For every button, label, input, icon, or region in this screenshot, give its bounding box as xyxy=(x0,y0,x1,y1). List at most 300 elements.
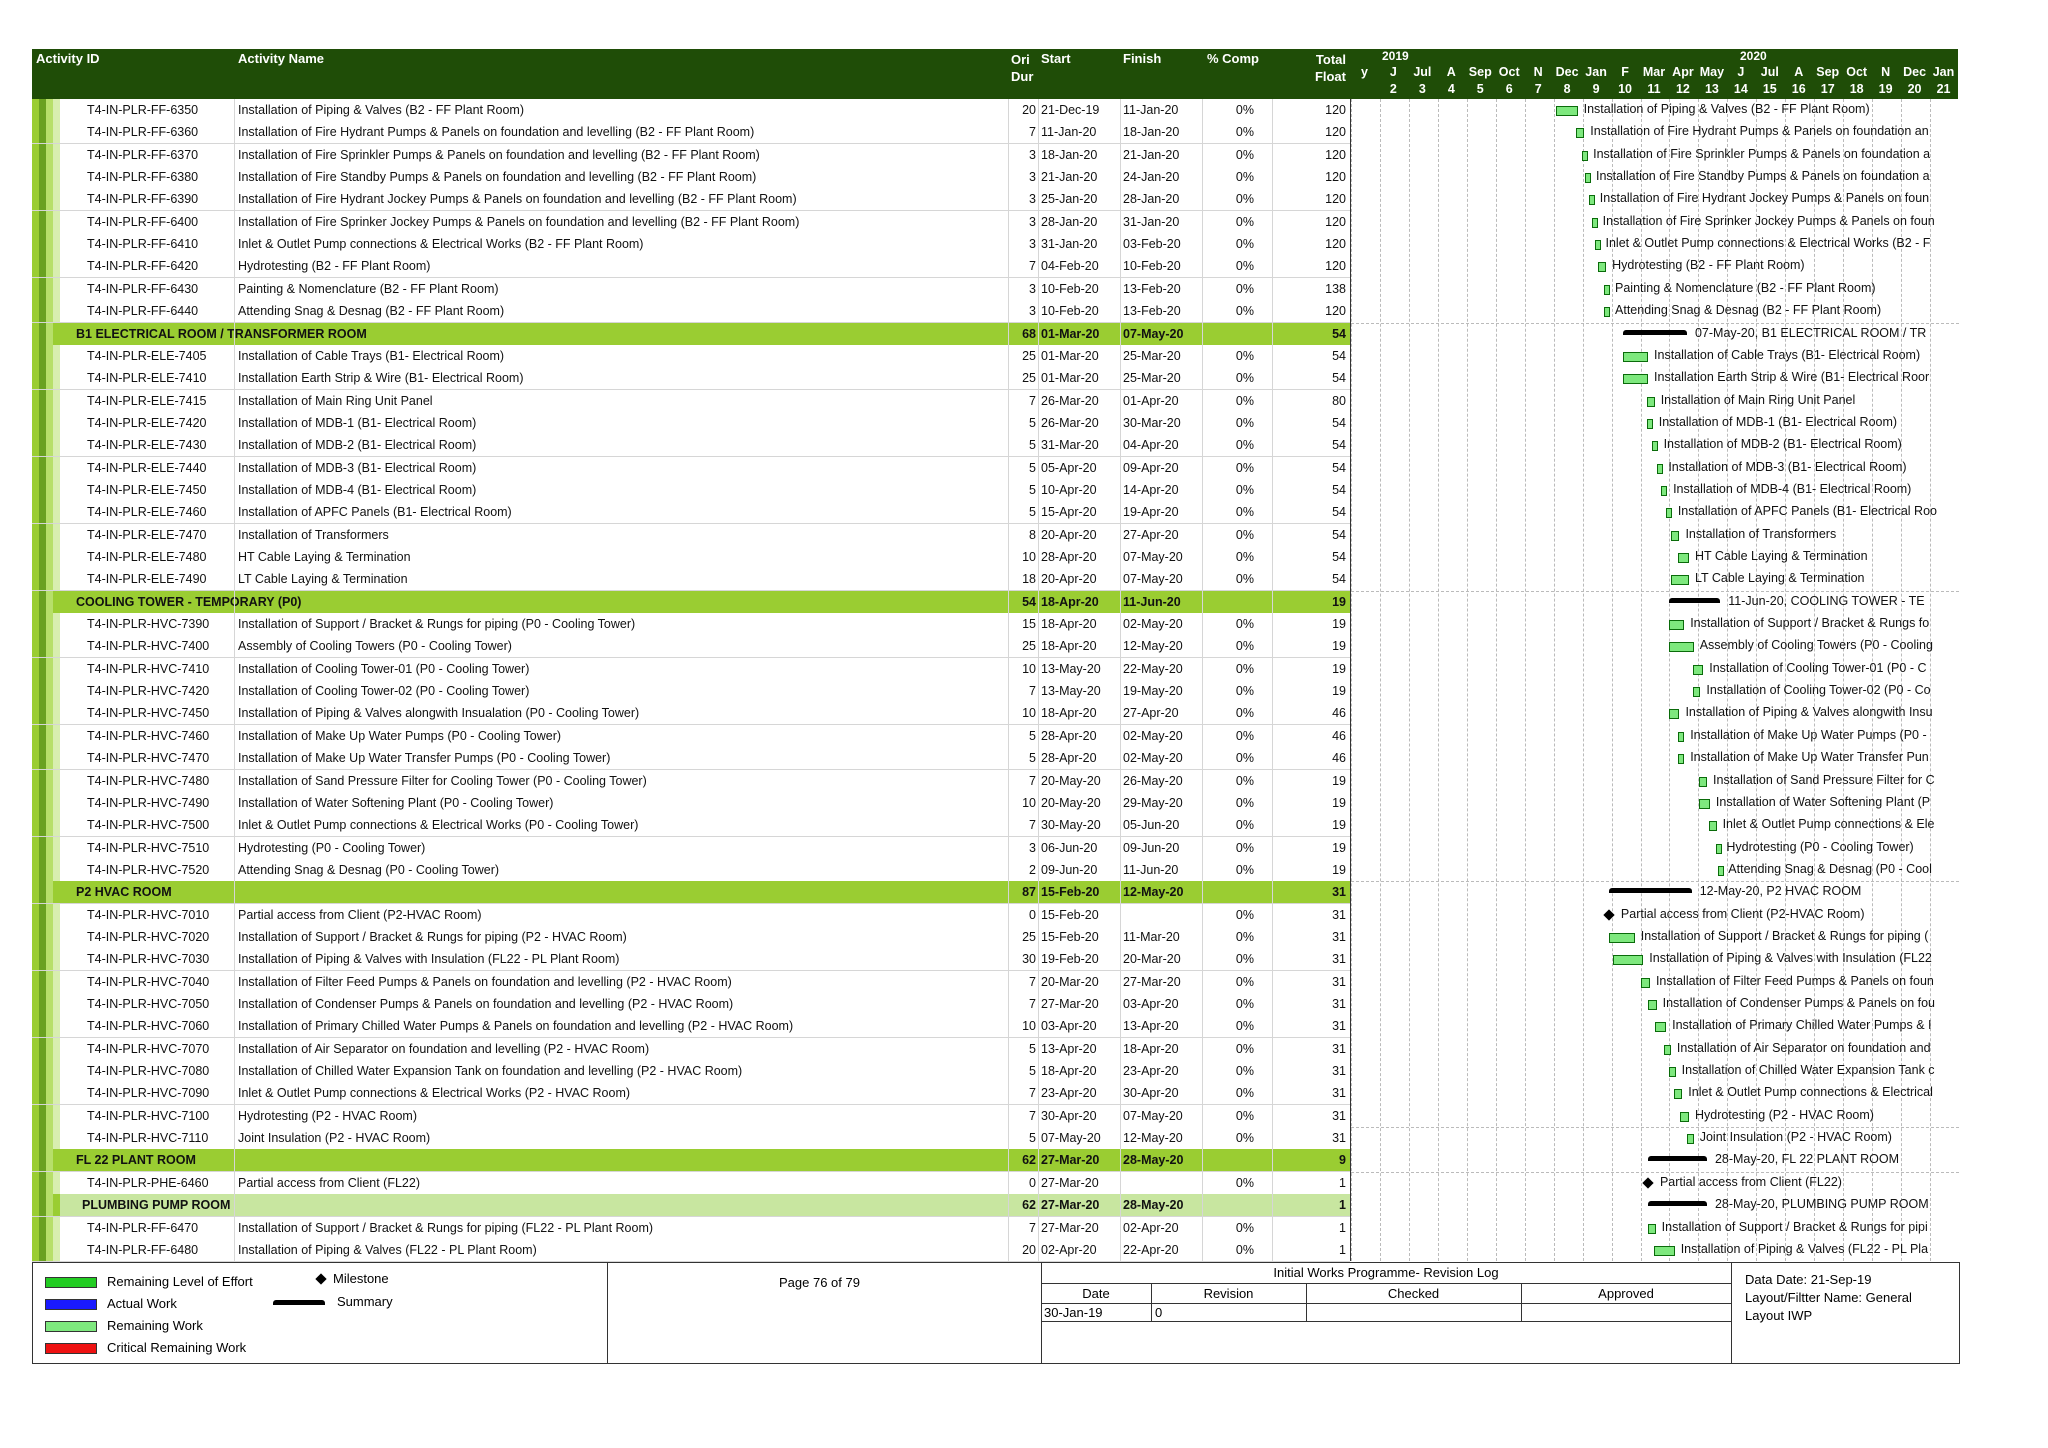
wbs-group-row[interactable] xyxy=(32,881,1350,904)
wbs-band xyxy=(32,367,60,389)
table-row[interactable] xyxy=(32,546,1350,569)
activity-id: T4-IN-PLR-FF-6420 xyxy=(87,259,199,274)
activity-name: Installation of Filter Feed Pumps & Panels on foundation and levelling (P2 - HVAC Room) xyxy=(238,974,732,989)
col-ori-dur[interactable]: Ori Dur xyxy=(1011,52,1034,84)
milestone-marker[interactable] xyxy=(1603,909,1614,920)
finish-date: 10-Feb-20 xyxy=(1123,259,1181,274)
table-row[interactable] xyxy=(32,1239,1350,1262)
activity-id: T4-IN-PLR-FF-6400 xyxy=(87,214,199,229)
activity-bar[interactable] xyxy=(1669,620,1684,630)
wbs-group-row[interactable] xyxy=(32,323,1350,346)
wbs-band xyxy=(32,837,60,859)
summary-bar[interactable] xyxy=(1648,1201,1707,1206)
wbs-band xyxy=(32,702,60,724)
month-label: May xyxy=(1699,65,1725,79)
month-label: Jul xyxy=(1760,65,1779,79)
start-date: 20-May-20 xyxy=(1041,795,1101,810)
finish-date: 11-Jun-20 xyxy=(1123,862,1179,877)
original-duration: 62 xyxy=(1022,1198,1036,1213)
pct-complete: 0% xyxy=(1235,415,1254,430)
activity-bar[interactable] xyxy=(1592,218,1598,228)
period-label: 20 xyxy=(1907,82,1922,96)
activity-bar[interactable] xyxy=(1623,374,1648,384)
table-row[interactable] xyxy=(32,837,1350,860)
total-float: 54 xyxy=(1332,438,1346,453)
activity-name: Installation of Piping & Valves with Insulation (FL22 - PL Plant Room) xyxy=(238,952,620,967)
start-date: 04-Feb-20 xyxy=(1041,259,1099,274)
activity-bar[interactable] xyxy=(1680,1112,1689,1122)
start-date: 15-Apr-20 xyxy=(1041,505,1097,520)
activity-bar[interactable] xyxy=(1669,642,1694,652)
pct-complete: 0% xyxy=(1235,1064,1254,1079)
pct-complete: 0% xyxy=(1235,1086,1254,1101)
activity-name: Installation of Fire Hydrant Jockey Pumps & Panels on foundation and levelling (B2 - FF Plant Room) xyxy=(238,192,797,207)
table-row[interactable] xyxy=(32,457,1350,480)
wbs-band xyxy=(32,747,60,769)
wbs-band xyxy=(32,479,60,501)
table-row[interactable] xyxy=(32,99,1350,122)
legend-item xyxy=(45,1271,253,1293)
month-label: N xyxy=(1533,65,1543,79)
activity-id: T4-IN-PLR-FF-6430 xyxy=(87,281,199,296)
table-row[interactable] xyxy=(32,770,1350,793)
gantt-gridline xyxy=(1496,99,1497,1261)
finish-date: 27-Mar-20 xyxy=(1123,974,1181,989)
start-date: 20-Mar-20 xyxy=(1041,974,1099,989)
total-float: 120 xyxy=(1325,103,1346,117)
pct-complete: 0% xyxy=(1235,1108,1254,1123)
wbs-band xyxy=(32,233,60,255)
bar-label: Hydrotesting (P0 - Cooling Tower) xyxy=(1726,839,1914,854)
bar-label: Installation of Sand Pressure Filter for C xyxy=(1713,772,1935,787)
original-duration: 25 xyxy=(1022,639,1036,654)
table-row[interactable] xyxy=(32,367,1350,390)
table-row[interactable] xyxy=(32,390,1350,413)
total-float: 54 xyxy=(1332,460,1346,475)
wbs-band xyxy=(32,144,60,166)
period-label: 19 xyxy=(1878,82,1893,96)
table-row[interactable] xyxy=(32,1015,1350,1038)
activity-bar[interactable] xyxy=(1693,687,1701,697)
activity-bar[interactable] xyxy=(1648,1000,1657,1010)
original-duration: 7 xyxy=(1029,997,1036,1011)
activity-bar[interactable] xyxy=(1585,173,1591,183)
activity-bar[interactable] xyxy=(1613,955,1644,965)
gantt-gridline xyxy=(1409,99,1410,1261)
activity-bar[interactable] xyxy=(1669,709,1680,719)
table-row[interactable] xyxy=(32,524,1350,547)
activity-bar[interactable] xyxy=(1576,128,1585,138)
activity-bar[interactable] xyxy=(1664,1045,1671,1055)
bar-label: Installation of Cable Trays (B1- Electrical Room) xyxy=(1654,347,1921,362)
legend-swatch xyxy=(45,1277,97,1288)
table-row[interactable] xyxy=(32,166,1350,189)
bar-label: Installation of Support / Bracket & Rungs for piping ( xyxy=(1640,928,1929,943)
finish-date: 02-May-20 xyxy=(1123,728,1183,743)
start-date: 27-Mar-20 xyxy=(1041,1220,1099,1235)
table-row[interactable] xyxy=(32,658,1350,681)
original-duration: 7 xyxy=(1029,684,1036,699)
pct-complete: 0% xyxy=(1235,304,1254,319)
period-label: 18 xyxy=(1849,82,1864,96)
table-row[interactable] xyxy=(32,635,1350,658)
group-name: PLUMBING PUMP ROOM xyxy=(82,1198,231,1213)
table-row[interactable] xyxy=(32,1082,1350,1105)
activity-id: T4-IN-PLR-ELE-7440 xyxy=(87,460,207,475)
activity-bar[interactable] xyxy=(1657,464,1663,474)
table-row[interactable] xyxy=(32,1217,1350,1240)
start-date: 26-Mar-20 xyxy=(1041,415,1099,430)
activity-bar[interactable] xyxy=(1674,1089,1683,1099)
pct-complete: 0% xyxy=(1235,773,1254,788)
finish-date: 19-Apr-20 xyxy=(1123,505,1179,520)
activity-name: Installation of Condenser Pumps & Panels on foundation and levelling (P2 - HVAC Room) xyxy=(238,997,734,1011)
wbs-band xyxy=(32,1149,60,1171)
table-row[interactable] xyxy=(32,993,1350,1016)
activity-id: T4-IN-PLR-ELE-7490 xyxy=(87,572,207,587)
bar-label: Inlet & Outlet Pump connections & Electrical Works (B2 - F xyxy=(1605,236,1931,251)
col-finish[interactable]: Finish xyxy=(1123,51,1162,66)
wbs-band xyxy=(32,926,60,948)
original-duration: 5 xyxy=(1029,438,1036,453)
activity-name: Hydrotesting (P2 - HVAC Room) xyxy=(238,1108,417,1123)
activity-bar[interactable] xyxy=(1671,531,1680,541)
start-date: 30-May-20 xyxy=(1041,818,1101,833)
activity-name: LT Cable Laying & Termination xyxy=(238,572,408,587)
total-float: 31 xyxy=(1332,1064,1346,1079)
activity-bar[interactable] xyxy=(1693,665,1704,675)
table-row[interactable] xyxy=(32,971,1350,994)
table-row[interactable] xyxy=(32,948,1350,971)
gantt-gridline xyxy=(1641,99,1642,1261)
finish-date: 20-Mar-20 xyxy=(1123,952,1181,967)
activity-bar[interactable] xyxy=(1669,1067,1676,1077)
activity-name: Painting & Nomenclature (B2 - FF Plant Room) xyxy=(238,281,499,296)
table-row[interactable] xyxy=(32,434,1350,457)
period-label: 3 xyxy=(1418,82,1426,96)
activity-name: Installation of MDB-3 (B1- Electrical Room) xyxy=(238,460,477,475)
wbs-band xyxy=(32,1127,60,1149)
finish-date: 30-Mar-20 xyxy=(1123,415,1181,430)
table-row[interactable] xyxy=(32,1105,1350,1128)
bar-label: Installation of Fire Hydrant Jockey Pumps & Panels on foun xyxy=(1599,191,1930,206)
month-label: Sep xyxy=(1816,65,1840,79)
legend-item xyxy=(45,1315,253,1337)
finish-date: 18-Apr-20 xyxy=(1123,1041,1179,1056)
start-date: 15-Feb-20 xyxy=(1041,885,1100,900)
total-float: 46 xyxy=(1332,751,1346,766)
finish-date: 26-May-20 xyxy=(1123,773,1183,788)
total-float: 54 xyxy=(1332,505,1346,520)
activity-id: T4-IN-PLR-FF-6480 xyxy=(87,1242,199,1257)
col-activity-name[interactable]: Activity Name xyxy=(238,51,324,66)
table-row[interactable] xyxy=(32,1038,1350,1061)
period-label: 10 xyxy=(1618,82,1632,96)
table-row[interactable] xyxy=(32,479,1350,502)
bar-label: Partial access from Client (FL22) xyxy=(1659,1174,1842,1189)
period-label: 4 xyxy=(1447,82,1455,96)
data-date: Data Date: 21-Sep-19 xyxy=(1745,1272,1872,1287)
table-row[interactable] xyxy=(32,702,1350,725)
period-label: 9 xyxy=(1592,82,1600,96)
activity-id: T4-IN-PLR-FF-6440 xyxy=(87,304,199,319)
finish-date: 11-Jan-20 xyxy=(1123,103,1179,117)
summary-bar[interactable] xyxy=(1623,330,1687,335)
activity-name: Installation of Cooling Tower-01 (P0 - Cooling Tower) xyxy=(238,661,530,676)
table-row[interactable] xyxy=(32,188,1350,211)
wbs-band xyxy=(32,121,60,143)
original-duration: 54 xyxy=(1022,594,1036,609)
total-float: 54 xyxy=(1332,572,1346,587)
activity-bar[interactable] xyxy=(1652,441,1658,451)
pct-complete: 0% xyxy=(1235,438,1254,453)
table-row[interactable] xyxy=(32,501,1350,524)
period-label: 7 xyxy=(1534,82,1542,96)
activity-bar[interactable] xyxy=(1647,419,1653,429)
activity-id: T4-IN-PLR-HVC-7080 xyxy=(87,1064,210,1079)
group-name: P2 HVAC ROOM xyxy=(76,885,172,900)
table-row[interactable] xyxy=(32,904,1350,927)
period-label: 11 xyxy=(1647,82,1661,96)
activity-name: Installation of Fire Standby Pumps & Panels on foundation and levelling (B2 - FF Plant Room) xyxy=(238,170,757,185)
table-row[interactable] xyxy=(32,233,1350,256)
finish-date: 23-Apr-20 xyxy=(1123,1064,1179,1079)
gantt-gridline xyxy=(1525,99,1526,1261)
finish-date: 28-Jan-20 xyxy=(1123,192,1180,207)
legend-swatch xyxy=(45,1321,97,1332)
pct-complete: 0% xyxy=(1235,751,1254,766)
table-row[interactable] xyxy=(32,926,1350,949)
bar-label: Inlet & Outlet Pump connections & Ele xyxy=(1722,817,1935,832)
start-date: 03-Apr-20 xyxy=(1041,1019,1097,1034)
wbs-band xyxy=(32,345,60,367)
activity-id: T4-IN-PLR-FF-6350 xyxy=(87,103,199,117)
revlog-col-approved: Approved xyxy=(1598,1286,1654,1301)
table-row[interactable] xyxy=(32,255,1350,278)
activity-id: T4-IN-PLR-HVC-7450 xyxy=(87,706,210,721)
activity-bar[interactable] xyxy=(1678,754,1684,764)
original-duration: 10 xyxy=(1022,795,1036,810)
activity-bar[interactable] xyxy=(1609,933,1635,943)
table-row[interactable] xyxy=(32,278,1350,301)
wbs-band xyxy=(32,904,60,926)
activity-name: Installation of Main Ring Unit Panel xyxy=(238,393,433,408)
table-row[interactable] xyxy=(32,792,1350,815)
original-duration: 87 xyxy=(1022,885,1036,900)
table-row[interactable] xyxy=(32,568,1350,591)
gantt-gridline xyxy=(1583,99,1584,1261)
layout-name-2: Layout IWP xyxy=(1745,1308,1813,1323)
bar-label: Installation of Piping & Valves alongwith Insu xyxy=(1685,705,1933,720)
activity-bar[interactable] xyxy=(1699,799,1710,809)
table-row[interactable] xyxy=(32,300,1350,323)
pct-complete: 0% xyxy=(1235,907,1254,922)
total-float: 120 xyxy=(1325,147,1346,162)
table-row[interactable] xyxy=(32,814,1350,837)
original-duration: 3 xyxy=(1029,147,1036,162)
original-duration: 7 xyxy=(1029,259,1036,274)
col-pct-comp[interactable]: % Comp xyxy=(1207,51,1259,66)
col-start[interactable]: Start xyxy=(1041,51,1071,66)
table-row[interactable] xyxy=(32,680,1350,703)
table-row[interactable] xyxy=(32,1172,1350,1195)
activity-bar[interactable] xyxy=(1718,866,1724,876)
start-date: 13-May-20 xyxy=(1041,684,1101,699)
activity-bar[interactable] xyxy=(1589,195,1595,205)
activity-id: T4-IN-PLR-HVC-7520 xyxy=(87,862,210,877)
activity-bar[interactable] xyxy=(1687,1134,1694,1144)
month-label: Oct xyxy=(1846,65,1868,79)
activity-bar[interactable] xyxy=(1654,1246,1675,1256)
activity-name: Hydrotesting (P0 - Cooling Tower) xyxy=(238,840,426,855)
pct-complete: 0% xyxy=(1235,706,1254,721)
finish-date: 27-Apr-20 xyxy=(1123,527,1179,542)
activity-bar[interactable] xyxy=(1661,486,1667,496)
activity-bar[interactable] xyxy=(1556,106,1578,116)
table-row[interactable] xyxy=(32,1127,1350,1150)
summary-bar[interactable] xyxy=(1669,598,1720,603)
wbs-band xyxy=(32,971,60,993)
bar-label: Installation of Main Ring Unit Panel xyxy=(1660,392,1856,407)
activity-bar[interactable] xyxy=(1709,821,1717,831)
activity-bar[interactable] xyxy=(1604,285,1610,295)
activity-name: Attending Snag & Desnag (B2 - FF Plant Room) xyxy=(238,304,505,319)
original-duration: 5 xyxy=(1029,505,1036,520)
summary-bar[interactable] xyxy=(1648,1156,1707,1161)
table-row[interactable] xyxy=(32,613,1350,636)
total-float: 31 xyxy=(1332,1131,1346,1146)
activity-bar[interactable] xyxy=(1647,397,1655,407)
start-date: 01-Mar-20 xyxy=(1041,371,1099,386)
bar-label: Installation of Support / Bracket & Rungs for pipi xyxy=(1661,1219,1928,1234)
activity-bar[interactable] xyxy=(1666,508,1672,518)
gantt-gridline xyxy=(1351,99,1352,1261)
legend-swatch xyxy=(45,1343,97,1354)
wbs-band xyxy=(32,323,60,345)
pct-complete: 0% xyxy=(1235,170,1254,185)
finish-date: 25-Mar-20 xyxy=(1123,348,1181,363)
wbs-band xyxy=(32,1060,60,1082)
activity-bar[interactable] xyxy=(1699,777,1707,787)
original-duration: 5 xyxy=(1029,1041,1036,1056)
bar-label: Installation of Filter Feed Pumps & Panels on foun xyxy=(1655,973,1934,988)
milestone-marker[interactable] xyxy=(1642,1177,1653,1188)
total-float: 1 xyxy=(1339,1220,1346,1235)
wbs-group-row[interactable] xyxy=(32,1194,1350,1217)
activity-name: Installation Earth Strip & Wire (B1- Electrical Room) xyxy=(238,371,524,386)
start-date: 18-Apr-20 xyxy=(1041,594,1099,609)
activity-bar[interactable] xyxy=(1641,978,1650,988)
activity-id: T4-IN-PLR-HVC-7070 xyxy=(87,1041,210,1056)
total-float: 31 xyxy=(1332,1019,1346,1034)
start-date: 18-Jan-20 xyxy=(1041,147,1098,162)
total-float: 120 xyxy=(1325,125,1346,140)
activity-bar[interactable] xyxy=(1648,1224,1656,1234)
table-row[interactable] xyxy=(32,1060,1350,1083)
total-float: 54 xyxy=(1332,348,1346,363)
wbs-band xyxy=(32,1038,60,1060)
start-date: 19-Feb-20 xyxy=(1041,952,1099,967)
table-row[interactable] xyxy=(32,345,1350,368)
gantt-hgridline xyxy=(1351,323,1959,324)
wbs-group-row[interactable] xyxy=(32,591,1350,614)
activity-bar[interactable] xyxy=(1716,844,1722,854)
table-row[interactable] xyxy=(32,412,1350,435)
col-total-float[interactable]: Total Float xyxy=(1314,52,1346,84)
activity-id: T4-IN-PLR-ELE-7420 xyxy=(87,415,207,430)
finish-date: 07-May-20 xyxy=(1123,1108,1183,1123)
period-label: 6 xyxy=(1505,82,1513,96)
bar-label: Installation of Piping & Valves (B2 - FF Plant Room) xyxy=(1583,102,1870,116)
bar-label: Installation of Piping & Valves (FL22 - PL Pla xyxy=(1680,1241,1929,1256)
finish-date: 31-Jan-20 xyxy=(1123,214,1180,229)
pct-complete: 0% xyxy=(1235,572,1254,587)
activity-id: T4-IN-PLR-FF-6390 xyxy=(87,192,199,207)
month-label: Oct xyxy=(1498,65,1520,79)
activity-bar[interactable] xyxy=(1655,1022,1667,1032)
bar-label: Installation of Cooling Tower-01 (P0 - C xyxy=(1709,660,1927,675)
wbs-band xyxy=(32,1082,60,1104)
activity-name: Installation of Air Separator on foundation and levelling (P2 - HVAC Room) xyxy=(238,1041,650,1056)
activity-id: T4-IN-PLR-HVC-7090 xyxy=(87,1086,210,1101)
finish-date: 18-Jan-20 xyxy=(1123,125,1180,140)
activity-bar[interactable] xyxy=(1678,732,1684,742)
table-row[interactable] xyxy=(32,747,1350,770)
table-row[interactable] xyxy=(32,144,1350,167)
bar-label: Attending Snag & Desnag (B2 - FF Plant Room) xyxy=(1615,303,1882,318)
pct-complete: 0% xyxy=(1235,1242,1254,1257)
summary-bar[interactable] xyxy=(1609,888,1692,893)
period-label: 14 xyxy=(1733,82,1748,96)
activity-id: T4-IN-PLR-ELE-7405 xyxy=(87,348,207,363)
original-duration: 7 xyxy=(1029,125,1036,140)
pct-complete: 0% xyxy=(1235,393,1254,408)
bar-label: Installation of MDB-3 (B1- Electrical Room) xyxy=(1668,459,1907,474)
col-activity-id[interactable]: Activity ID xyxy=(36,51,100,66)
activity-bar[interactable] xyxy=(1678,553,1689,563)
activity-bar[interactable] xyxy=(1671,575,1689,585)
start-date: 13-Apr-20 xyxy=(1041,1041,1097,1056)
activity-bar[interactable] xyxy=(1623,352,1648,362)
wbs-band xyxy=(32,300,60,322)
total-float: 19 xyxy=(1332,795,1346,810)
activity-id: T4-IN-PLR-HVC-7420 xyxy=(87,684,210,699)
activity-id: T4-IN-PLR-ELE-7470 xyxy=(87,527,207,542)
activity-id: T4-IN-PLR-FF-6470 xyxy=(87,1220,199,1235)
table-row[interactable] xyxy=(32,121,1350,144)
activity-bar[interactable] xyxy=(1598,262,1606,272)
bar-label: LT Cable Laying & Termination xyxy=(1694,571,1865,586)
wbs-band xyxy=(32,814,60,836)
table-row[interactable] xyxy=(32,725,1350,748)
total-float: 31 xyxy=(1332,974,1346,989)
activity-bar[interactable] xyxy=(1604,307,1610,317)
activity-name: Inlet & Outlet Pump connections & Electrical Works (P0 - Cooling Tower) xyxy=(238,818,639,833)
activity-bar[interactable] xyxy=(1595,240,1601,250)
wbs-group-row[interactable] xyxy=(32,1149,1350,1172)
month-label: y xyxy=(1360,65,1368,79)
table-row[interactable] xyxy=(32,859,1350,882)
pct-complete: 0% xyxy=(1235,684,1254,699)
finish-date: 07-May-20 xyxy=(1123,572,1183,587)
start-date: 27-Mar-20 xyxy=(1041,997,1099,1011)
legend-swatch xyxy=(45,1299,97,1310)
activity-id: T4-IN-PLR-HVC-7040 xyxy=(87,974,210,989)
bar-label: 07-May-20, B1 ELECTRICAL ROOM / TR xyxy=(1694,325,1927,340)
finish-date: 30-Apr-20 xyxy=(1123,1086,1179,1101)
activity-bar[interactable] xyxy=(1582,151,1588,161)
table-row[interactable] xyxy=(32,211,1350,234)
